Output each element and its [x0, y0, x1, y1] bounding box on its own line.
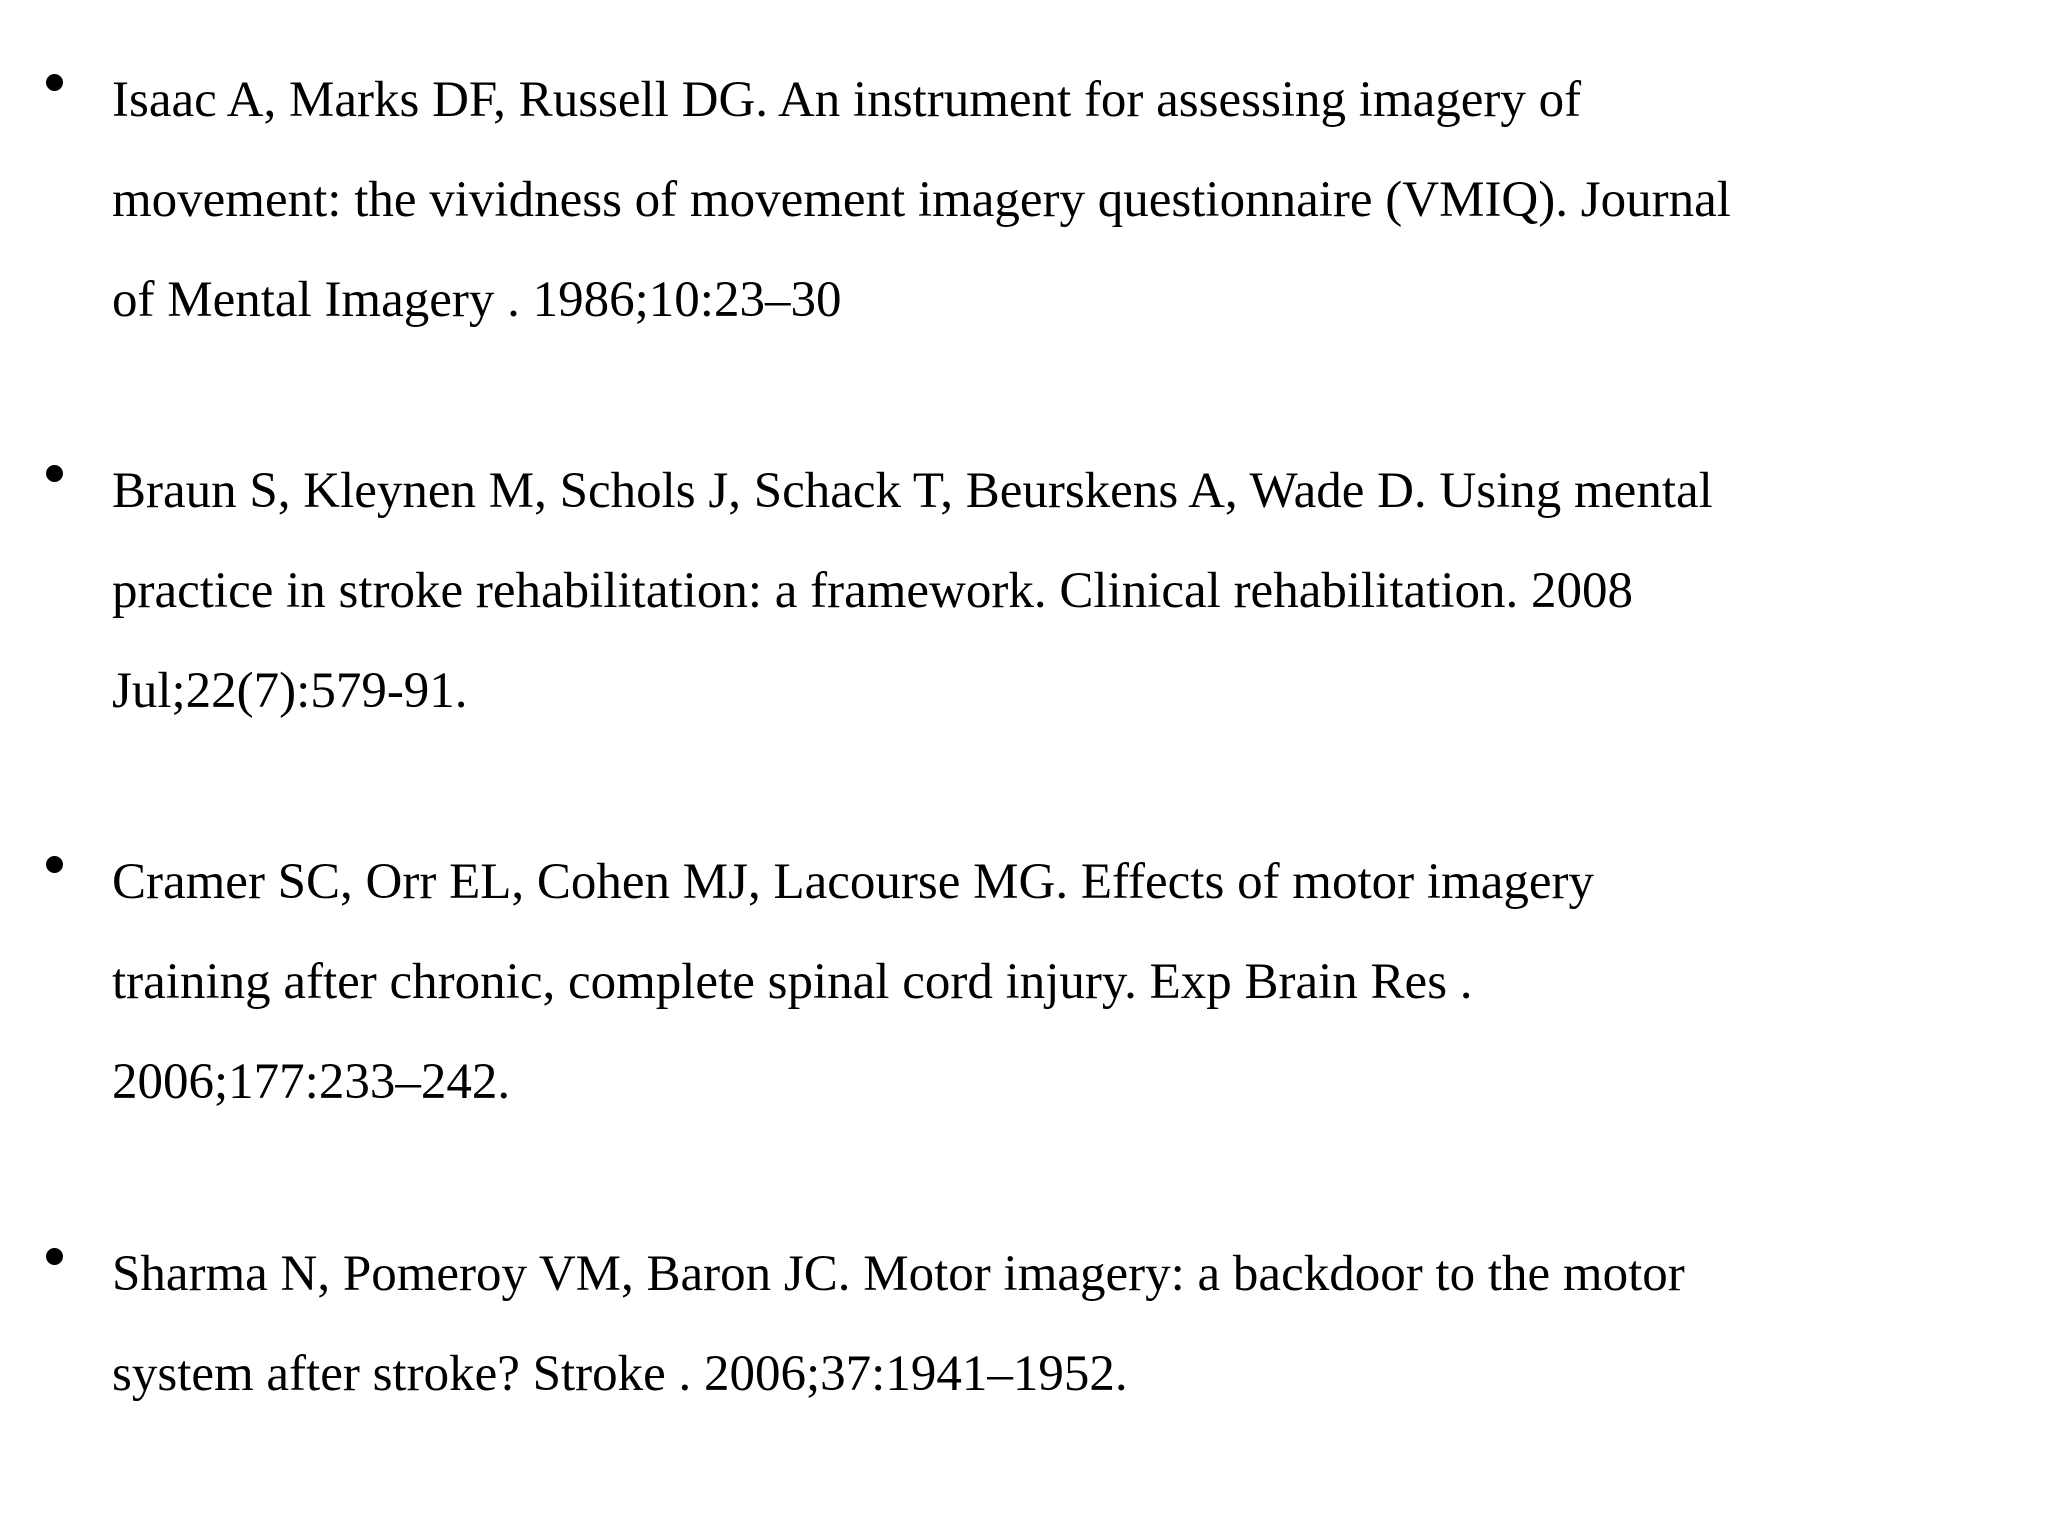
reference-text: Sharma N, Pomeroy VM, Baron JC. Motor imagery: a backdoor to the motor system after stroke? Stroke . 2006;37:1941–1952. — [112, 1246, 1685, 1402]
reference-text: Isaac A, Marks DF, Russell DG. An instrument for assessing imagery of movement: the vividness of movement imagery questionnaire (VMIQ). Journal of Mental Imagery . 1986;10:23–30 — [112, 72, 1731, 328]
reference-text: Braun S, Kleynen M, Schols J, Schack T, Beurskens A, Wade D. Using mental practice in stroke rehabilitation: a framework. Clinical rehabilitation. 2008 Jul;22(7):579-91. — [112, 463, 1713, 719]
reference-text: Cramer SC, Orr EL, Cohen MJ, Lacourse MG. Effects of motor imagery training after chronic, complete spinal cord injury. Exp Brain Res . 2006;177:233–242. — [112, 854, 1594, 1110]
bullet-icon — [46, 1248, 63, 1265]
bullet-icon — [46, 74, 63, 91]
bullet-icon — [46, 856, 63, 873]
bullet-icon — [46, 465, 63, 482]
